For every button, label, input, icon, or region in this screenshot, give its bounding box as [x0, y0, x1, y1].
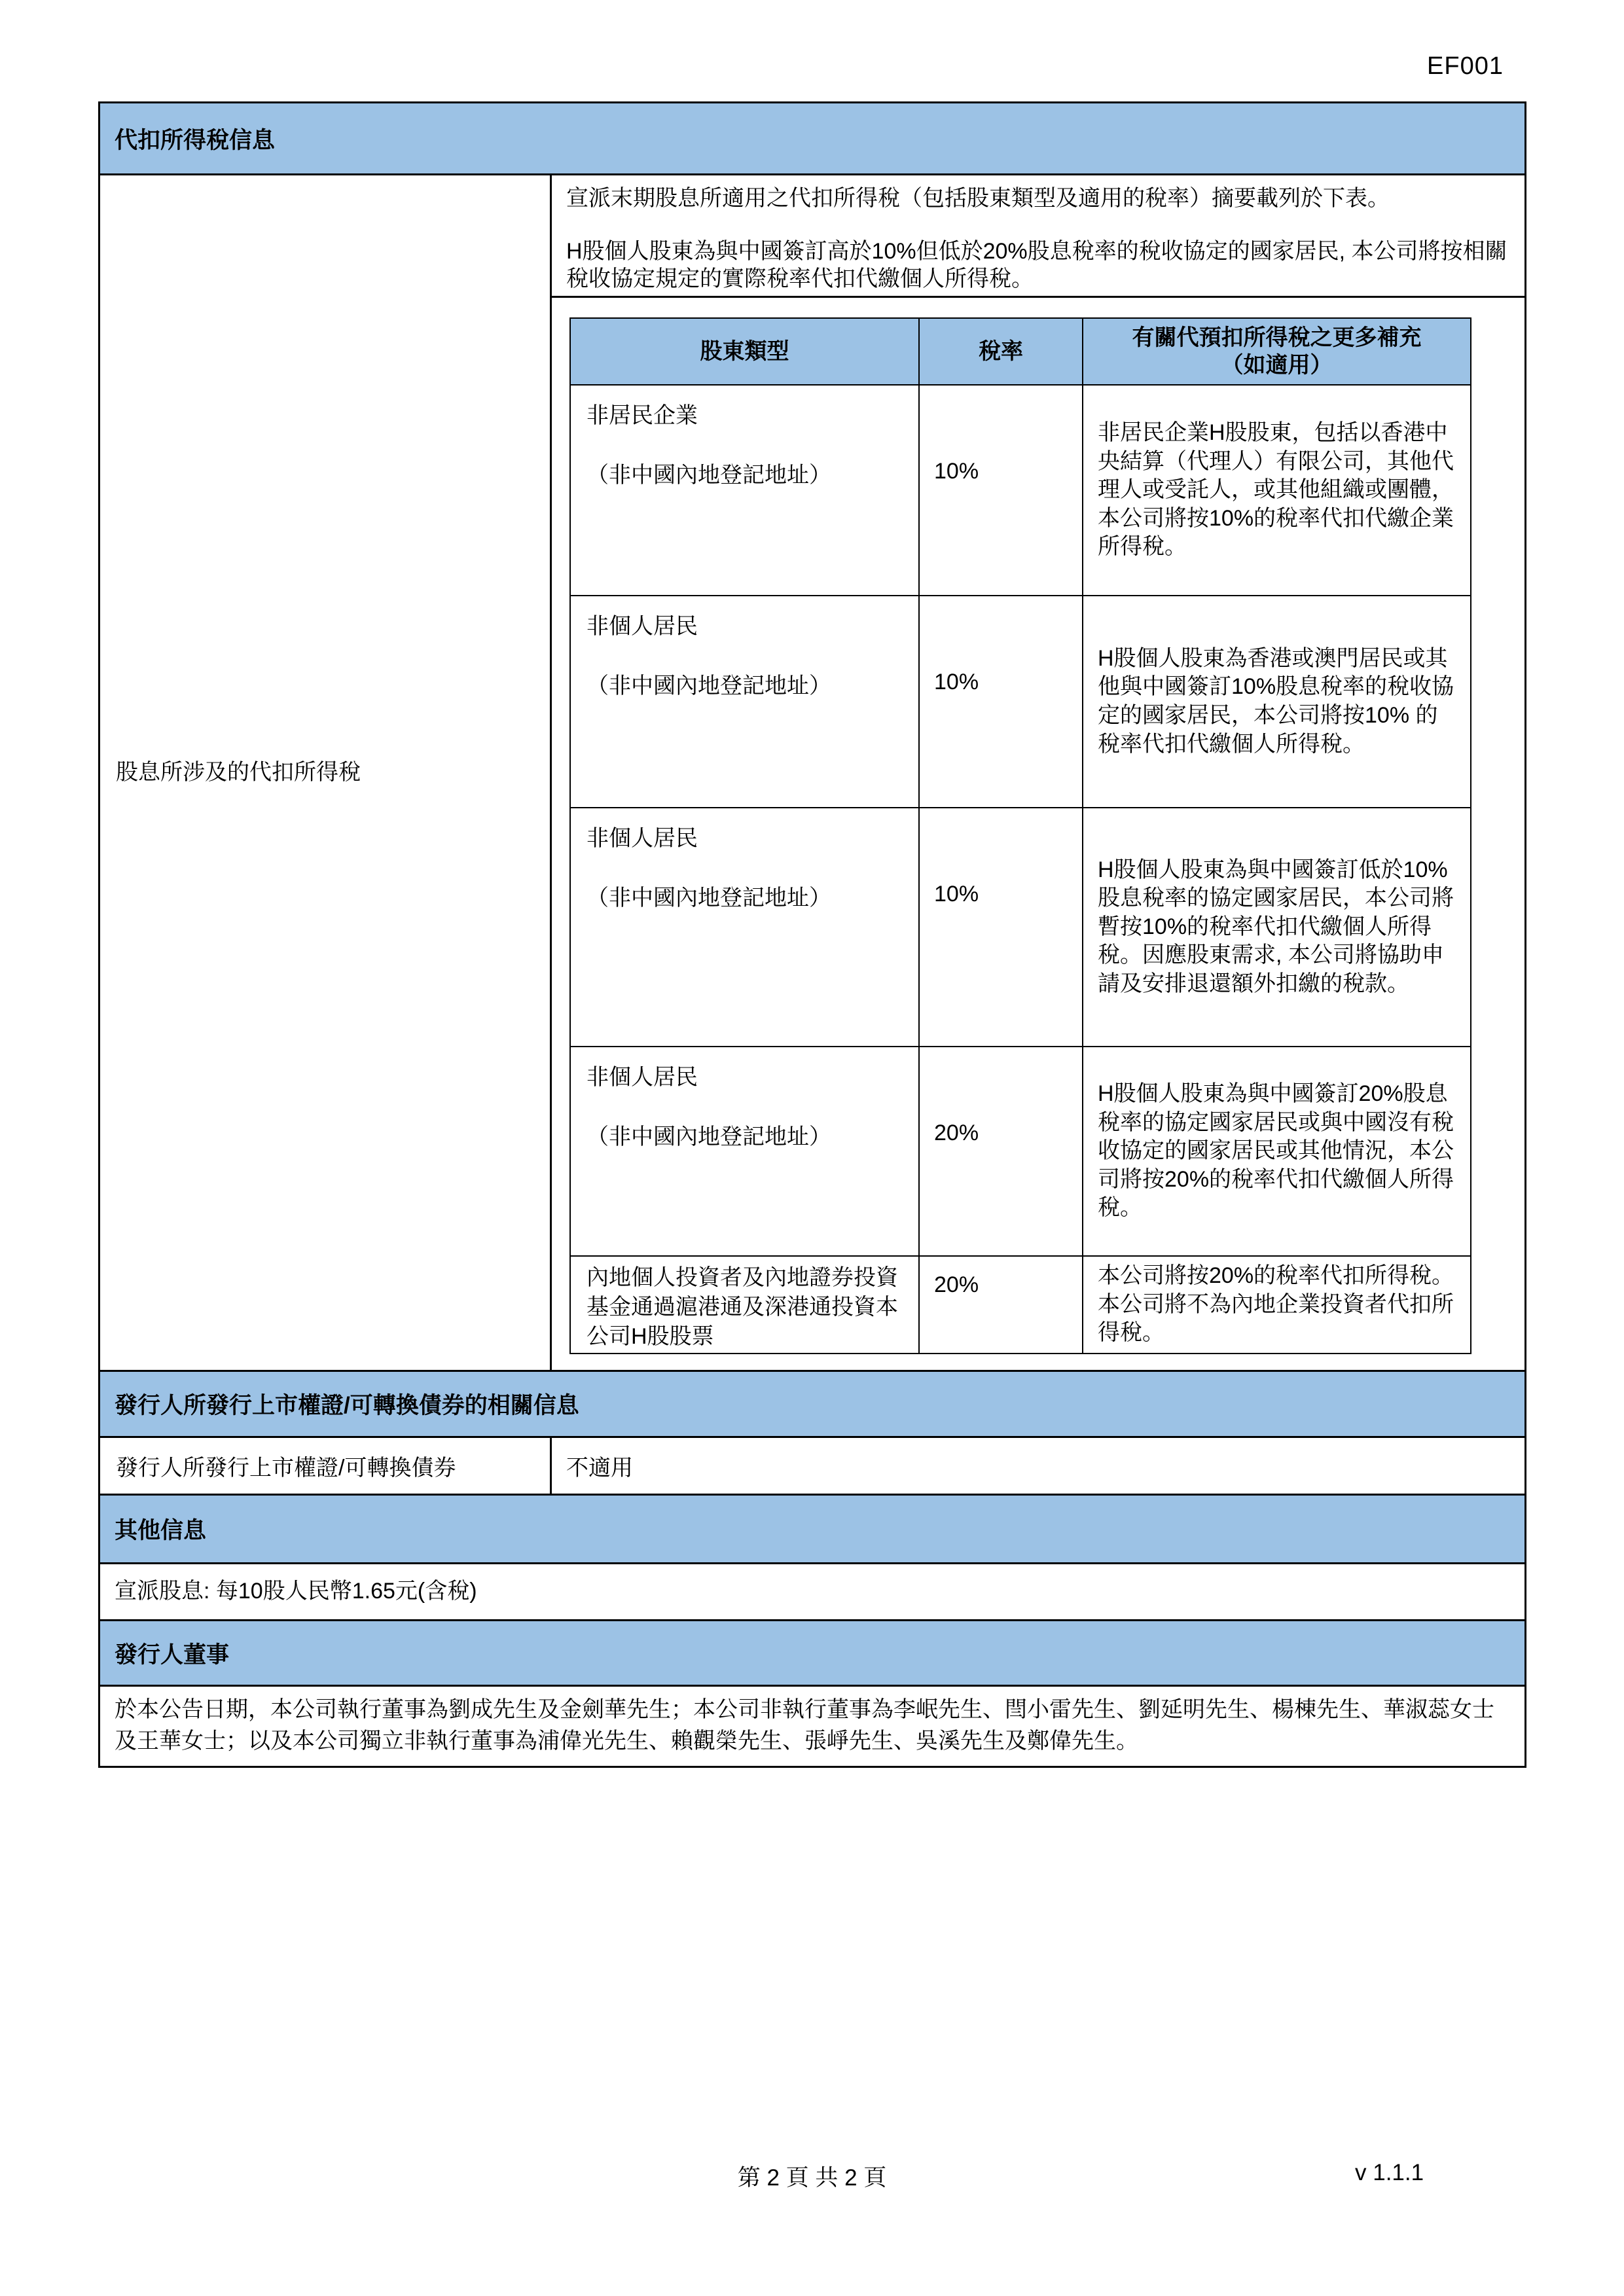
intro-paragraph-1: 宣派末期股息所適用之代扣所得稅（包括股東類型及適用的稅率）摘要載列於下表。 — [566, 186, 1390, 211]
row4-type-sub: （非中國內地登記地址） — [586, 1124, 831, 1149]
header-supplement-line2: （如適用） — [1221, 353, 1333, 378]
section-bar-withholding-tax — [100, 103, 1525, 173]
withholding-tax-row-label-cell — [100, 175, 552, 1370]
tax-rate-table-row-1 — [571, 384, 1470, 595]
withholding-tax-row-label: 股息所涉及的代扣所得稅 — [116, 760, 361, 785]
directors-row — [100, 1685, 1525, 1766]
warrants-row-label-cell — [100, 1438, 552, 1494]
row5-type-main: 內地個人投資者及內地證券投資基金通過滬港通及深港通投資本公司H股股票 — [586, 1265, 898, 1349]
withholding-tax-intro — [552, 175, 1525, 298]
section-bar-directors-label: 發行人董事 — [115, 1641, 230, 1668]
section-bar-withholding-tax-label: 代扣所得稅信息 — [115, 127, 276, 153]
withholding-tax-row-content-cell — [552, 175, 1525, 1370]
warrants-row-value: 不適用 — [566, 1456, 633, 1480]
row1-type-sub: （非中國內地登記地址） — [586, 462, 831, 488]
tax-rate-table-header-row — [571, 319, 1470, 384]
row4-rate-cell: 20% — [920, 1047, 1083, 1255]
section-bar-other-info-label: 其他信息 — [115, 1518, 207, 1543]
section-bar-warrants-label: 發行人所發行上市權證/可轉換債券的相關信息 — [115, 1393, 579, 1418]
tax-rate-table-row-4 — [571, 1046, 1470, 1255]
row2-shareholder-type-cell — [571, 596, 920, 807]
tax-rate-table-row-5 — [571, 1255, 1470, 1353]
tax-rate-table-row-3 — [571, 807, 1470, 1046]
row4-shareholder-type-cell — [571, 1047, 920, 1255]
row2-type-main: 非個人居民 — [586, 614, 698, 639]
tax-rate-table — [569, 317, 1471, 1354]
dividend-row — [100, 1562, 1525, 1619]
footer-version: v 1.1.1 — [1355, 2160, 1424, 2185]
row1-rate-cell: 10% — [920, 386, 1083, 595]
row5-note-cell — [1083, 1257, 1470, 1353]
row1-note-cell — [1083, 386, 1470, 595]
header-supplement-line1: 有關代預扣所得稅之更多補充 — [1132, 325, 1422, 350]
row2-rate-cell: 10% — [920, 596, 1083, 807]
section-bar-other-info — [100, 1494, 1525, 1562]
row3-rate-cell: 10% — [920, 808, 1083, 1046]
footer-page-number: 第 2 頁 共 2 頁 — [737, 2165, 887, 2191]
section-bar-warrants — [100, 1370, 1525, 1436]
form-code: EF001 — [1427, 52, 1504, 80]
header-tax-rate-label: 稅率 — [979, 338, 1023, 364]
row2-type-sub: （非中國內地登記地址） — [586, 673, 831, 698]
row4-note-cell — [1083, 1047, 1470, 1255]
row3-note: H股個人股東為與中國簽訂低於10%股息稅率的協定國家居民，本公司將暫按10%的稅率代扣代繳個人所得稅。因應股東需求, 本公司將協助申請及安排退還額外扣繳的稅款。 — [1098, 857, 1454, 996]
row4-note: H股個人股東為與中國簽訂20%股息稅率的協定國家居民或與中國沒有稅收協定的國家居民或其他情況，本公司將按20%的稅率代扣代繳個人所得稅。 — [1098, 1081, 1454, 1221]
row3-shareholder-type-cell — [571, 808, 920, 1046]
header-shareholder-type — [571, 319, 920, 384]
row4-type-main: 非個人居民 — [586, 1065, 698, 1090]
row2-note: H股個人股東為香港或澳門居民或其他與中國簽訂10%股息稅率的稅收協定的國家居民，本公司將按10% 的稅率代扣代繳個人所得稅。 — [1098, 645, 1454, 757]
intro-paragraph-2: H股個人股東為與中國簽訂高於10%但低於20%股息稅率的稅收協定的國家居民, 本公司將按相關稅收協定規定的實際稅率代扣代繳個人所得稅。 — [566, 238, 1507, 291]
warrants-row-value-cell — [552, 1438, 1525, 1494]
header-tax-rate — [920, 319, 1083, 384]
tax-rate-table-row-2 — [571, 595, 1470, 807]
row1-type-main: 非居民企業 — [586, 403, 698, 428]
row3-type-sub: （非中國內地登記地址） — [586, 885, 831, 910]
warrants-row — [100, 1436, 1525, 1494]
row1-shareholder-type-cell — [571, 386, 920, 595]
withholding-tax-row — [100, 173, 1525, 1370]
header-supplement — [1083, 319, 1470, 384]
section-bar-directors — [100, 1619, 1525, 1685]
warrants-row-label: 發行人所發行上市權證/可轉換債券 — [116, 1456, 456, 1480]
row5-shareholder-type-cell — [571, 1257, 920, 1353]
row5-rate-cell: 20% — [920, 1257, 1083, 1353]
header-shareholder-type-label: 股東類型 — [700, 338, 789, 364]
directors-text: 於本公告日期，本公司執行董事為劉成先生及金劍華先生；本公司非執行董事為李岷先生、閆小雷先生、劉延明先生、楊棟先生、華淑蕊女士及王華女士；以及本公司獨立非執行董事為浦偉光先生、賴觀榮先生、張崢先生、吳溪先生及鄭偉先生。 — [115, 1697, 1494, 1753]
row1-note: 非居民企業H股股東，包括以香港中央結算（代理人）有限公司，其他代理人或受託人，或其他組織或團體，本公司將按10%的稅率代扣代繳企業所得稅。 — [1098, 420, 1454, 560]
row5-note: 本公司將按20%的稅率代扣所得稅。本公司將不為內地企業投資者代扣所得稅。 — [1098, 1263, 1454, 1346]
row3-note-cell — [1083, 808, 1470, 1046]
dividend-text: 宣派股息: 每10股人民幣1.65元(含稅) — [115, 1579, 477, 1604]
announcement-form-table — [98, 101, 1526, 1768]
row3-type-main: 非個人居民 — [586, 826, 698, 851]
row2-note-cell — [1083, 596, 1470, 807]
